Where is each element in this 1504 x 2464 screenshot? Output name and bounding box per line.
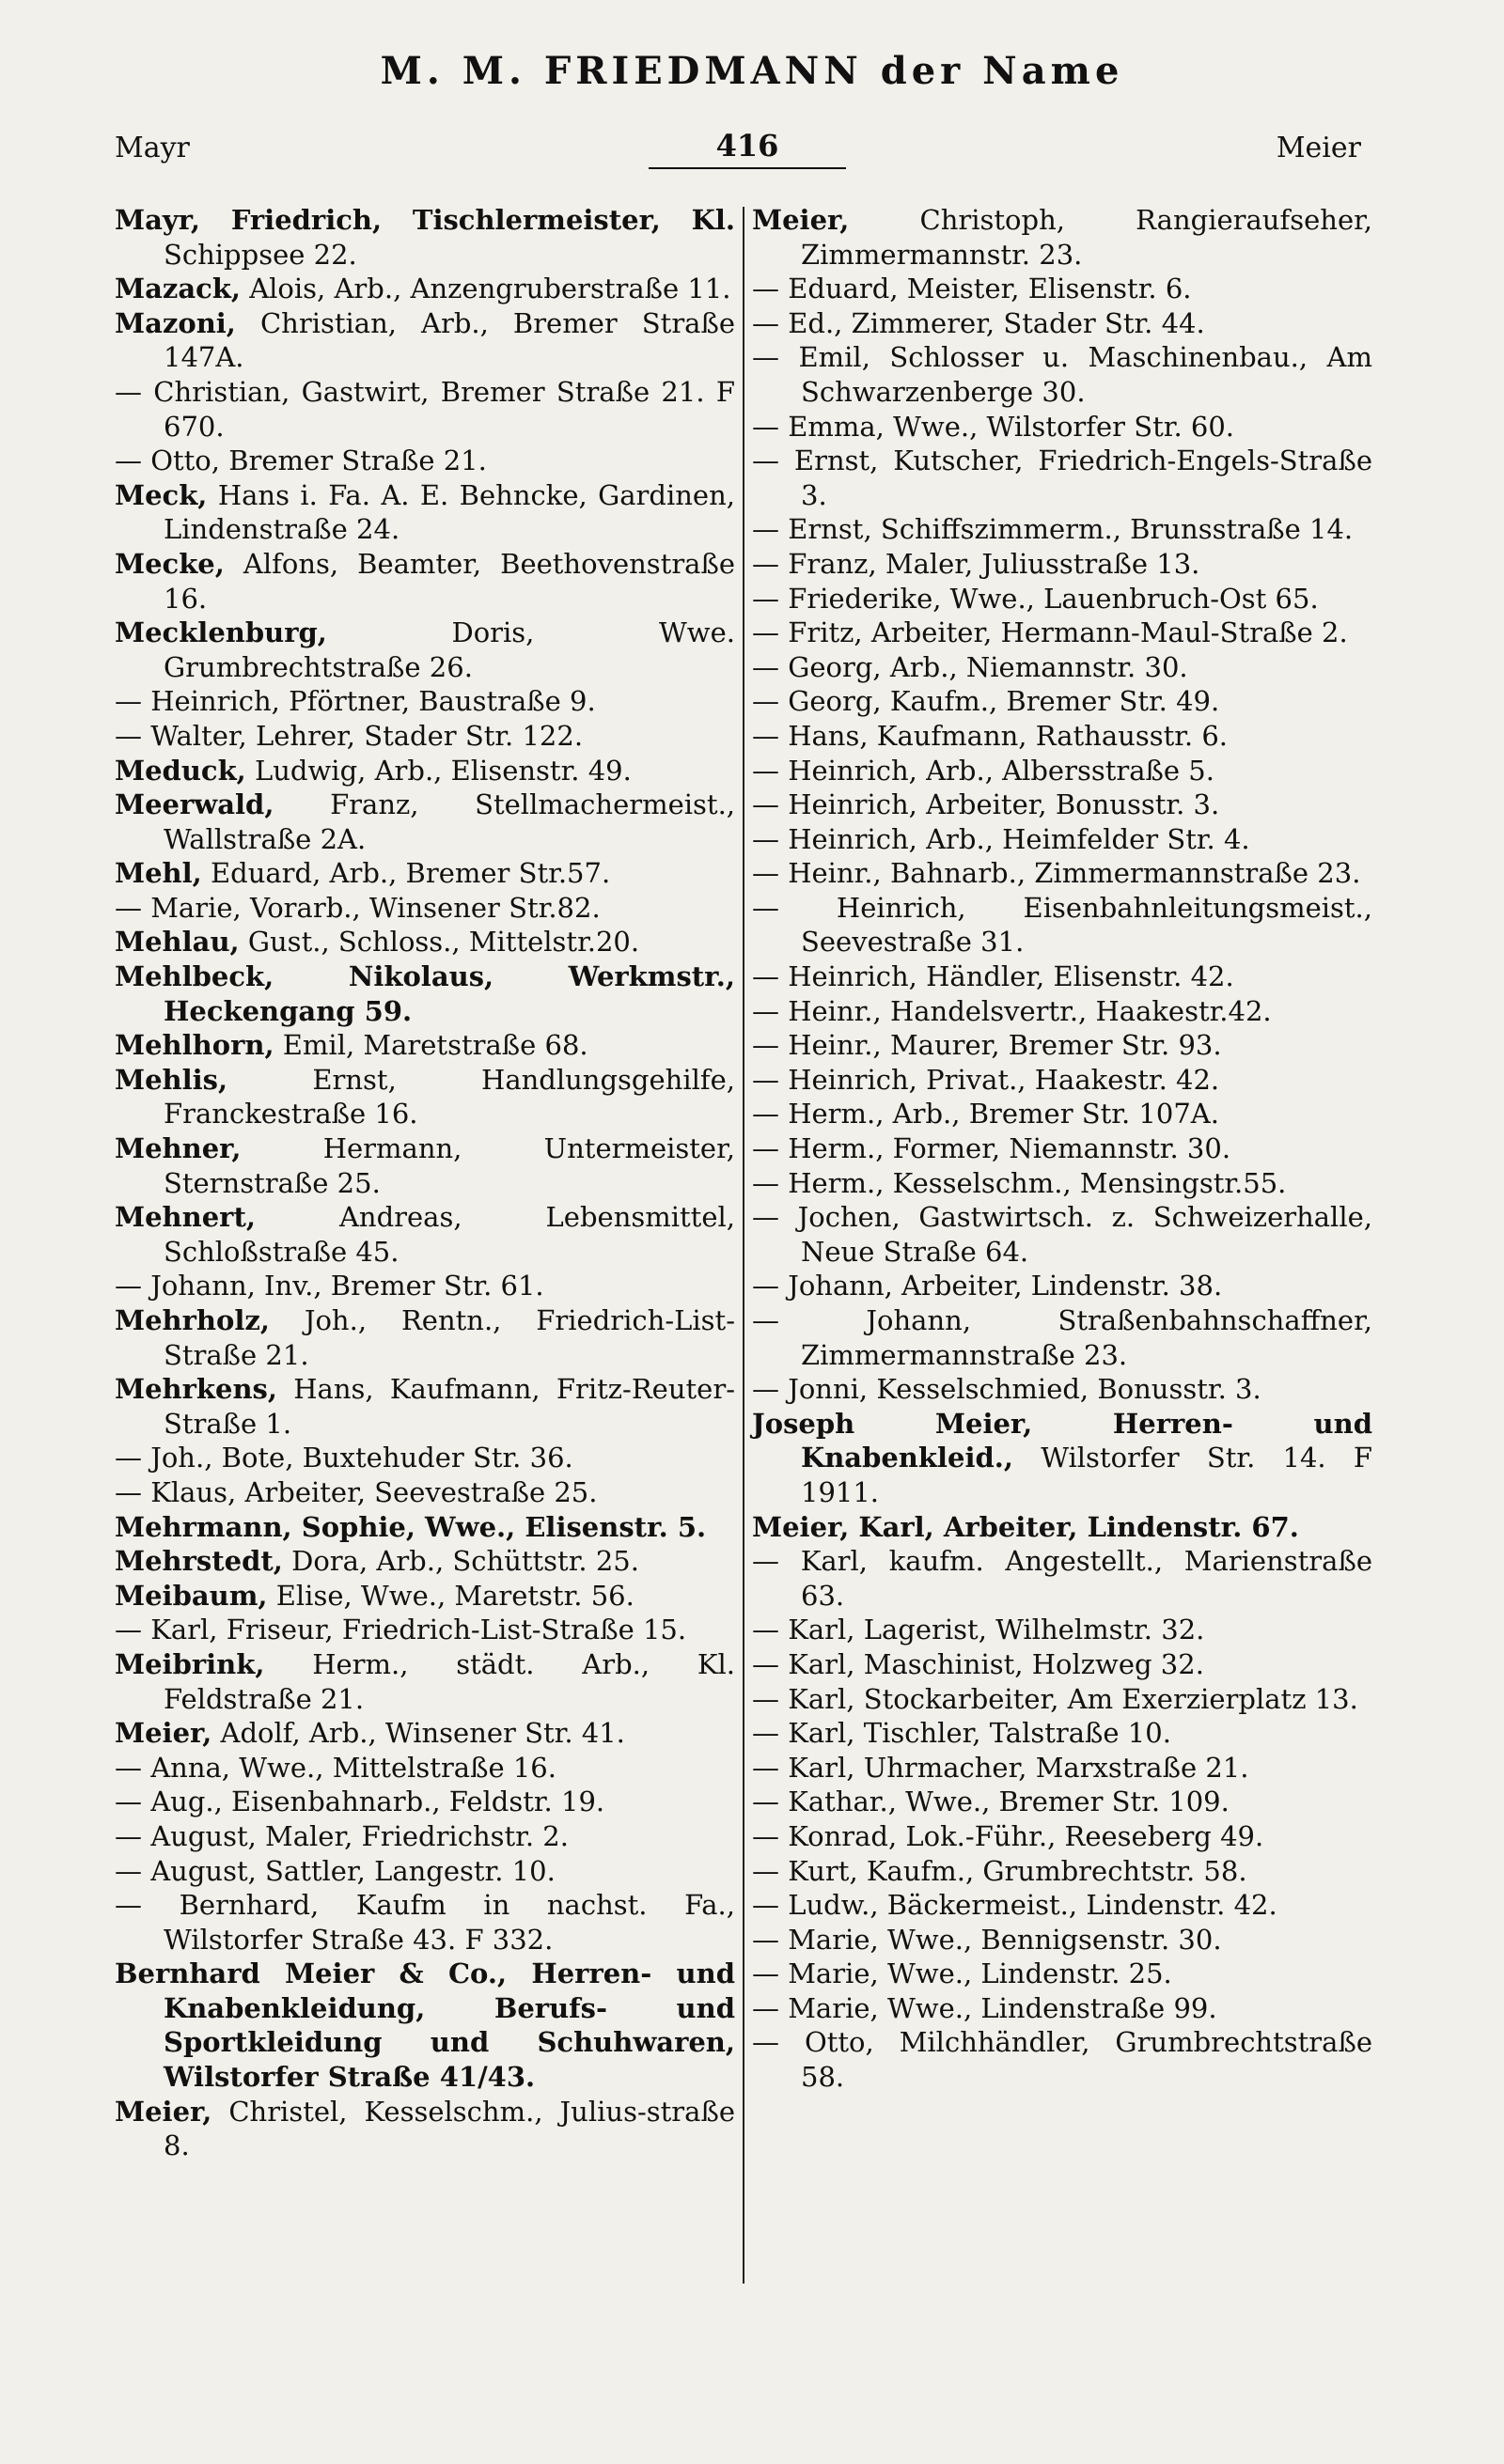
directory-entry	[115, 1200, 735, 1269]
directory-entry	[752, 444, 1372, 512]
directory-entry	[115, 203, 735, 272]
entry-details: Herm., städt. Arb., Kl. Feldstraße 21.	[164, 1647, 735, 1715]
entry-details: Hans i. Fa. A. E. Behncke, Gardinen, Lindenstraße 24.	[164, 478, 735, 546]
entry-name: Meier,	[115, 1717, 212, 1750]
directory-entry	[115, 1785, 735, 1819]
entry-details: — Jonni, Kesselschmied, Bonusstr. 3.	[752, 1373, 1261, 1406]
directory-entry	[115, 1819, 735, 1854]
entry-details: Christian, Arb., Bremer Straße 147A.	[164, 306, 736, 374]
directory-entry	[752, 203, 1372, 272]
directory-entry	[115, 306, 735, 375]
directory-entry	[752, 1957, 1372, 1991]
directory-entry	[752, 1131, 1372, 1166]
entry-details: — Eduard, Meister, Elisenstr. 6.	[752, 273, 1192, 305]
directory-entry	[752, 582, 1372, 616]
entry-details: — Karl, Maschinist, Holzweg 32.	[752, 1647, 1204, 1680]
entry-details: — Heinr., Bahnarb., Zimmermannstraße 23.	[752, 857, 1361, 890]
entry-name: Joseph Meier, Herren- und Knabenkleid.,	[752, 1407, 1372, 1474]
entry-details: — Karl, Tischler, Talstraße 10.	[752, 1717, 1171, 1750]
entry-name: Mazoni,	[115, 306, 236, 339]
entry-name: Meier,	[752, 204, 850, 236]
directory-entry	[752, 959, 1372, 994]
entry-details: — Heinr., Handelsvertr., Haakestr.42.	[752, 994, 1272, 1027]
directory-entry	[115, 1716, 735, 1751]
directory-entry	[115, 616, 735, 684]
entry-details: — Marie, Wwe., Lindenstr. 25.	[752, 1957, 1172, 1990]
directory-entry	[752, 1028, 1372, 1063]
directory-entry	[752, 272, 1372, 306]
entry-details: Franz, Stellmachermeist., Wallstraße 2A.	[164, 788, 736, 855]
entry-details: — Heinrich, Privat., Haakestr. 42.	[752, 1063, 1220, 1096]
entry-name: Mecke,	[115, 547, 225, 580]
directory-entry	[115, 959, 735, 1028]
entry-details: Eduard, Arb., Bremer Str.57.	[210, 857, 611, 890]
entry-details: — Walter, Lehrer, Stader Str. 122.	[115, 719, 584, 752]
directory-entry	[752, 1063, 1372, 1098]
entry-details: Christel, Kesselschm., Julius-straße 8.	[164, 2095, 735, 2162]
directory-entry	[752, 1716, 1372, 1751]
directory-entry	[115, 788, 735, 856]
entry-name: Mazack,	[115, 273, 241, 305]
directory-entry	[752, 1991, 1372, 2026]
directory-entry	[752, 2025, 1372, 2094]
entry-details: Ludwig, Arb., Elisenstr. 49.	[254, 754, 632, 787]
entry-details: Hans, Kaufmann, Fritz-Reuter-Straße 1.	[164, 1373, 735, 1440]
entry-details: — Franz, Maler, Juliusstraße 13.	[752, 547, 1200, 580]
entry-details: — Otto, Bremer Straße 21.	[115, 444, 487, 477]
entry-details: — Johann, Arbeiter, Lindenstr. 38.	[752, 1270, 1223, 1302]
entry-details: — Ludw., Bäckermeist., Lindenstr. 42.	[752, 1889, 1277, 1922]
entry-details: — Heinrich, Arbeiter, Bonusstr. 3.	[752, 788, 1220, 821]
directory-entry	[752, 891, 1372, 959]
directory-entry	[115, 1510, 735, 1545]
page-number: 416	[649, 128, 846, 169]
entry-details: — Karl, Stockarbeiter, Am Exerzierplatz 13.	[752, 1682, 1358, 1715]
directory-entry	[115, 1063, 735, 1131]
directory-entry	[115, 684, 735, 719]
entry-details: — Karl, Friseur, Friedrich-List-Straße 15.	[115, 1614, 687, 1646]
directory-entry	[115, 444, 735, 478]
directory-entry	[752, 994, 1372, 1029]
entry-details: — Emma, Wwe., Wilstorfer Str. 60.	[752, 410, 1234, 443]
directory-entry	[752, 1166, 1372, 1201]
entry-details: Alois, Arb., Anzengruberstraße 11.	[249, 273, 731, 305]
entry-details: — Johann, Inv., Bremer Str. 61.	[115, 1270, 544, 1302]
entry-details: — Herm., Former, Niemannstr. 30.	[752, 1132, 1231, 1165]
entry-details: Dora, Arb., Schüttstr. 25.	[291, 1545, 639, 1578]
entry-name: Meier, Karl, Arbeiter, Lindenstr. 67.	[752, 1510, 1299, 1543]
directory-entry	[115, 1131, 735, 1200]
entry-name: Meerwald,	[115, 788, 274, 821]
directory-entry	[115, 1854, 735, 1889]
directory-entry	[752, 1097, 1372, 1131]
entry-name: Meck,	[115, 478, 208, 511]
directory-entry	[115, 1303, 735, 1372]
directory-entry	[115, 1269, 735, 1303]
entry-details: — Ed., Zimmerer, Stader Str. 44.	[752, 306, 1205, 339]
entry-details: — August, Maler, Friedrichstr. 2.	[115, 1819, 569, 1852]
directory-entry	[115, 1647, 735, 1716]
entry-details: Schippsee 22.	[164, 238, 357, 271]
directory-entry	[752, 1303, 1372, 1372]
entry-name: Mehlis,	[115, 1063, 228, 1096]
entry-details: — August, Sattler, Langestr. 10.	[115, 1854, 556, 1887]
directory-entry	[115, 1372, 735, 1441]
directory-entry	[752, 340, 1372, 409]
directory-entry	[752, 1682, 1372, 1717]
running-head-right: Meier	[1276, 132, 1361, 164]
entry-details: Ernst, Handlungsgehilfe, Franckestraße 16.	[164, 1063, 735, 1131]
entry-details: — Anna, Wwe., Mittelstraße 16.	[115, 1751, 556, 1784]
entry-details: Elise, Wwe., Maretstr. 56.	[275, 1579, 634, 1612]
directory-entry	[752, 410, 1372, 444]
directory-entry	[115, 1544, 735, 1579]
directory-entry	[752, 512, 1372, 547]
entry-details: Adolf, Arb., Winsener Str. 41.	[220, 1717, 625, 1750]
directory-entry	[752, 856, 1372, 891]
entry-details: — Georg, Kaufm., Bremer Str. 49.	[752, 685, 1220, 718]
directory-entry	[115, 1613, 735, 1647]
directory-entry	[752, 1407, 1372, 1510]
directory-entry	[752, 1372, 1372, 1407]
entry-details: — Marie, Wwe., Lindenstraße 99.	[752, 1991, 1217, 2024]
entry-details: — Johann, Straßenbahnschaffner, Zimmermannstraße 23.	[752, 1304, 1372, 1371]
entry-details: — Konrad, Lok.-Führ., Reeseberg 49.	[752, 1819, 1264, 1852]
directory-entry	[752, 1647, 1372, 1682]
directory-entry	[115, 272, 735, 306]
directory-entry	[115, 1441, 735, 1475]
directory-entry	[752, 822, 1372, 857]
entry-name: Mehner,	[115, 1132, 242, 1165]
entry-details: — Heinrich, Pförtner, Baustraße 9.	[115, 685, 596, 718]
directory-entry	[115, 547, 735, 616]
entry-details: Andreas, Lebensmittel, Schloßstraße 45.	[164, 1201, 735, 1268]
entry-details: — Christian, Gastwirt, Bremer Straße 21. F 670.	[115, 375, 735, 443]
page-banner: M. M. FRIEDMANN der Name	[380, 49, 1124, 93]
entry-name: Mehlau,	[115, 926, 240, 959]
directory-entry	[752, 1854, 1372, 1889]
directory-entry	[115, 719, 735, 754]
entry-details: — Friederike, Wwe., Lauenbruch-Ost 65.	[752, 582, 1319, 615]
entry-details: — Ernst, Schiffszimmerm., Brunsstraße 14.	[752, 513, 1354, 546]
directory-entry	[752, 1888, 1372, 1923]
entry-details: Christoph, Rangieraufseher, Zimmermannstr. 23.	[801, 204, 1372, 271]
running-head-left: Mayr	[115, 132, 190, 164]
entry-details: — Jochen, Gastwirtsch. z. Schweizerhalle, Neue Straße 64.	[752, 1201, 1372, 1268]
directory-entry	[752, 788, 1372, 822]
directory-entry	[752, 1613, 1372, 1647]
entry-name: Bernhard Meier & Co., Herren- und Knabenkleidung, Berufs- und Sportkleidung und Schuhwaren, Wilstorfer Straße 41/43.	[115, 1957, 735, 2094]
entry-name: Mayr, Friedrich, Tischlermeister, Kl.	[115, 204, 735, 236]
right-column	[752, 203, 1372, 2095]
entry-details: — Joh., Bote, Buxtehuder Str. 36.	[115, 1442, 573, 1474]
entry-details: — Karl, Lagerist, Wilhelmstr. 32.	[752, 1614, 1205, 1646]
directory-entry	[115, 478, 735, 547]
directory-entry	[115, 925, 735, 959]
entry-name: Mehrholz,	[115, 1304, 270, 1336]
entry-name: Meibrink,	[115, 1647, 265, 1680]
entry-name: Meduck,	[115, 754, 246, 787]
entry-details: Doris, Wwe. Grumbrechtstraße 26.	[164, 616, 735, 683]
directory-entry	[752, 1819, 1372, 1854]
entry-name: Mehnert,	[115, 1201, 256, 1234]
entry-details: — Otto, Milchhändler, Grumbrechtstraße 58.	[752, 2026, 1372, 2094]
directory-entry	[752, 650, 1372, 685]
entry-name: Mehlbeck, Nikolaus, Werkmstr., Heckengang 59.	[115, 960, 735, 1027]
entry-name: Mehrmann, Sophie, Wwe., Elisenstr. 5.	[115, 1510, 707, 1543]
directory-entry	[115, 1579, 735, 1614]
directory-entry	[115, 754, 735, 788]
entry-details: Alfons, Beamter, Beethovenstraße 16.	[164, 547, 736, 615]
directory-entry	[752, 1544, 1372, 1613]
directory-entry	[115, 1028, 735, 1063]
entry-details: — Karl, Uhrmacher, Marxstraße 21.	[752, 1751, 1249, 1784]
entry-details: — Kathar., Wwe., Bremer Str. 109.	[752, 1786, 1230, 1818]
entry-name: Meibaum,	[115, 1579, 268, 1612]
entry-name: Mecklenburg,	[115, 616, 327, 649]
directory-entry	[752, 1785, 1372, 1819]
entry-details: — Heinrich, Arb., Albersstraße 5.	[752, 754, 1214, 787]
directory-entry	[115, 1751, 735, 1786]
directory-entry	[752, 616, 1372, 650]
entry-details: — Klaus, Arbeiter, Seevestraße 25.	[115, 1475, 598, 1508]
directory-entry	[752, 1200, 1372, 1269]
entry-details: Joh., Rentn., Friedrich-List-Straße 21.	[164, 1304, 735, 1371]
directory-entry	[115, 1475, 735, 1510]
entry-name: Meier,	[115, 2095, 212, 2128]
directory-entry	[115, 1888, 735, 1957]
directory-entry	[752, 1923, 1372, 1957]
entry-details: — Heinrich, Händler, Elisenstr. 42.	[752, 960, 1234, 993]
entry-details: Hermann, Untermeister, Sternstraße 25.	[164, 1132, 735, 1199]
entry-details: — Marie, Vorarb., Winsener Str.82.	[115, 891, 601, 924]
entry-details: — Heinr., Maurer, Bremer Str. 93.	[752, 1029, 1222, 1062]
entry-details: — Ernst, Kutscher, Friedrich-Engels-Straße 3.	[752, 444, 1372, 511]
directory-entry	[752, 1751, 1372, 1786]
directory-entry	[115, 856, 735, 891]
directory-entry	[752, 1269, 1372, 1303]
entry-name: Mehlhorn,	[115, 1029, 274, 1062]
directory-entry	[115, 891, 735, 926]
entry-details: Emil, Maretstraße 68.	[282, 1029, 588, 1062]
directory-entry	[752, 719, 1372, 754]
entry-name: Mehrkens,	[115, 1373, 277, 1406]
entry-details: — Aug., Eisenbahnarb., Feldstr. 19.	[115, 1786, 605, 1818]
entry-name: Mehrstedt,	[115, 1545, 283, 1578]
entry-name: Mehl,	[115, 857, 202, 890]
entry-details: — Heinrich, Arb., Heimfelder Str. 4.	[752, 822, 1250, 855]
entry-details: — Kurt, Kaufm., Grumbrechtstr. 58.	[752, 1854, 1247, 1887]
directory-entry	[752, 754, 1372, 788]
entry-details: — Herm., Arb., Bremer Str. 107A.	[752, 1098, 1219, 1131]
entry-details: — Heinrich, Eisenbahnleitungsmeist., Seevestraße 31.	[752, 891, 1372, 959]
column-divider	[743, 207, 744, 2284]
entry-details: — Georg, Arb., Niemannstr. 30.	[752, 650, 1188, 683]
entry-details: — Bernhard, Kaufm in nachst. Fa., Wilstorfer Straße 43. F 332.	[115, 1889, 735, 1956]
entry-details: — Karl, kaufm. Angestellt., Marienstraße 63.	[752, 1545, 1372, 1612]
directory-entry	[115, 1957, 735, 2094]
directory-entry	[115, 2095, 735, 2163]
directory-entry	[115, 375, 735, 444]
directory-entry	[752, 547, 1372, 582]
entry-details: — Marie, Wwe., Bennigsenstr. 30.	[752, 1923, 1222, 1956]
entry-details: — Fritz, Arbeiter, Hermann-Maul-Straße 2.	[752, 616, 1348, 649]
directory-entry	[752, 684, 1372, 719]
entry-details: Gust., Schloss., Mittelstr.20.	[247, 926, 640, 959]
entry-details: — Emil, Schlosser u. Maschinenbau., Am Schwarzenberge 30.	[752, 341, 1372, 408]
entry-details: — Herm., Kesselschm., Mensingstr.55.	[752, 1166, 1287, 1199]
entry-details: Wilstorfer Str. 14. F 1911.	[801, 1442, 1372, 1508]
directory-entry	[752, 1510, 1372, 1545]
directory-entry	[752, 306, 1372, 341]
entry-details: — Hans, Kaufmann, Rathausstr. 6.	[752, 719, 1229, 752]
left-column	[115, 203, 735, 2163]
